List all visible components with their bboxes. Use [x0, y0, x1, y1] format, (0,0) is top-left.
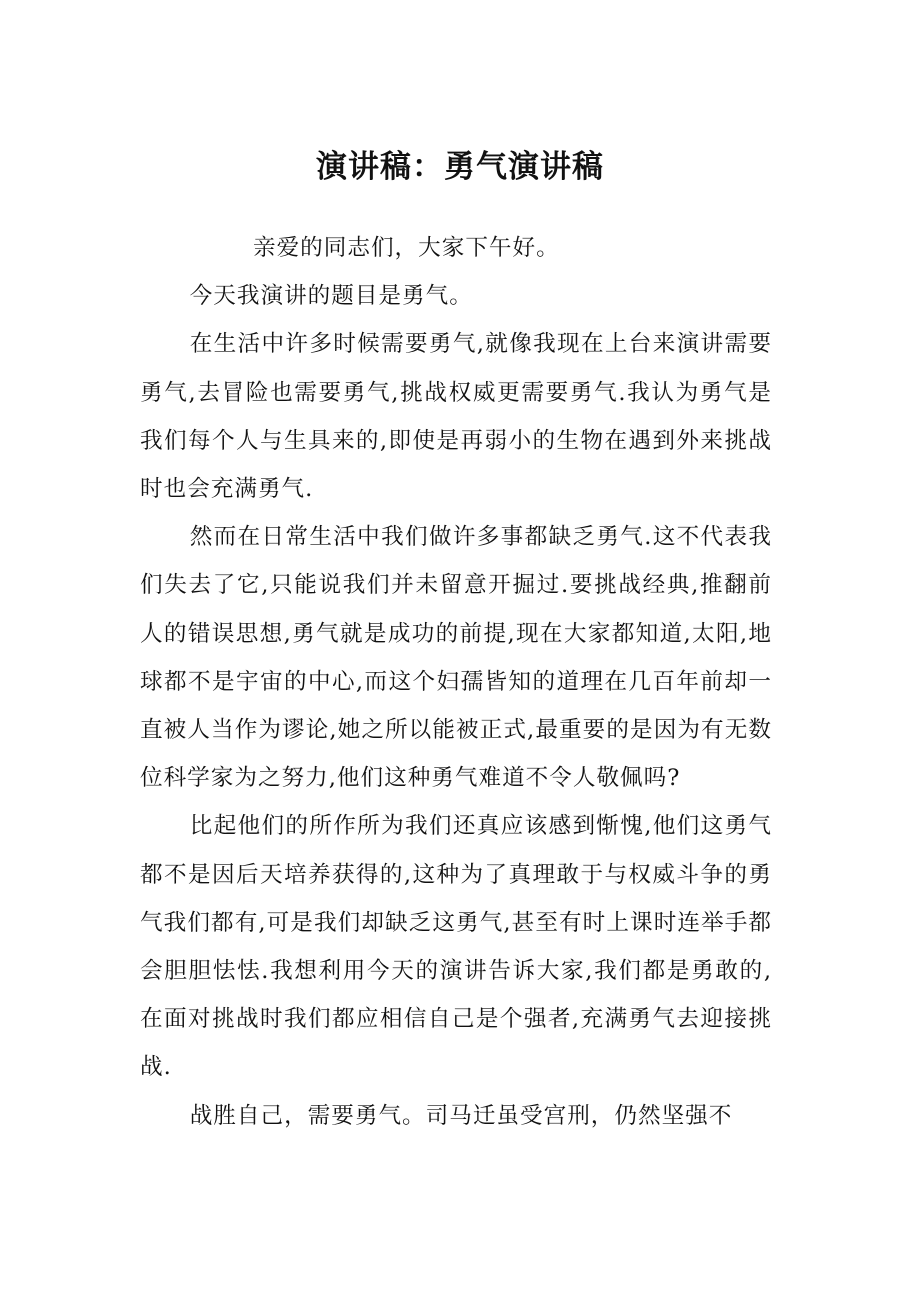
paragraph-greeting: 亲爱的同志们，大家下午好。 [253, 235, 560, 261]
document-body [140, 224, 772, 1140]
document-title: 演讲稿：勇气演讲稿 [316, 149, 604, 185]
paragraph-compare-scientists: 比起他们的所作所为我们还真应该感到惭愧,他们这勇气都不是因后天培养获得的,这种为了真理敢于与权威斗争的勇气我们都有,可是我们却缺乏这勇气,甚至有时上课时连举手都会胆胆怯怯.我想利用今天的演讲告诉大家,我们都是勇敢的,在面对挑战时我们都应相信自己是个强者,充满勇气去迎接挑战. [140, 813, 772, 1081]
paragraph-courage-in-life: 在生活中许多时候需要勇气,就像我现在上台来演讲需要勇气,去冒险也需要勇气,挑战权威更需要勇气.我认为勇气是我们每个人与生具来的,即使是再弱小的生物在遇到外来挑战时也会充满勇气. [140, 331, 772, 503]
paragraph-topic: 今天我演讲的题目是勇气。 [189, 283, 473, 310]
paragraph-lacking-courage: 然而在日常生活中我们做许多事都缺乏勇气.这不代表我们失去了它,只能说我们并未留意开掘过.要挑战经典,推翻前人的错误思想,勇气就是成功的前提,现在大家都知道,太阳,地球都不是宇宙的中心,而这个妇孺皆知的道理在几百年前却一直被人当作为谬论,她之所以能被正式,最重要的是因为有无数位科学家为之努力,他们这种勇气难道不令人敬佩吗? [140, 524, 772, 792]
paragraph-overcome-self: 战胜自己，需要勇气。司马迁虽受宫刑，仍然坚强不 [189, 1102, 733, 1129]
